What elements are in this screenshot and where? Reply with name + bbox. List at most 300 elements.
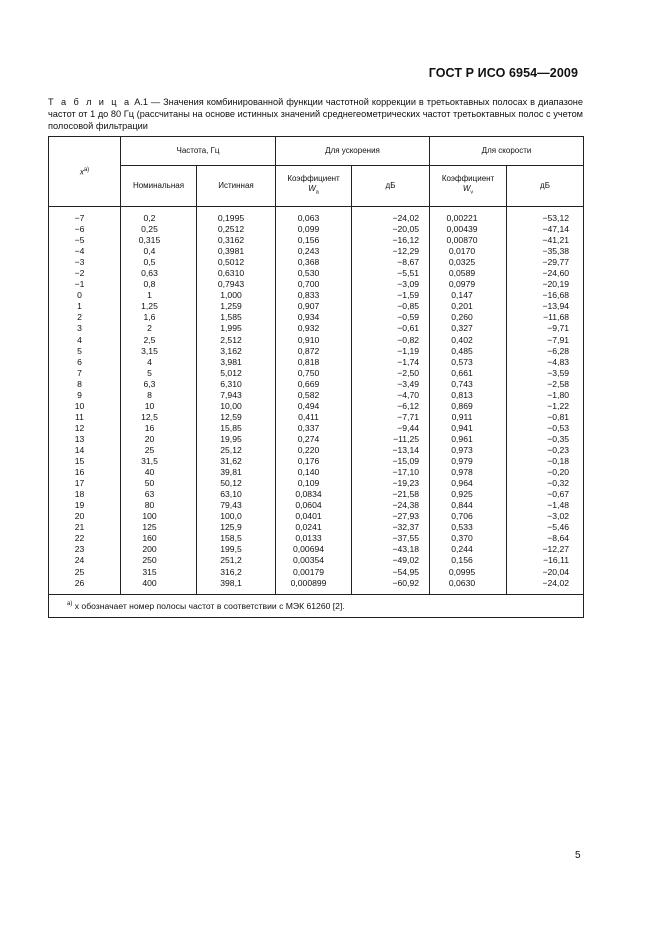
band-number-cell: 5: [49, 346, 121, 357]
header-coef-vel-label: Коэффициент: [441, 174, 495, 184]
true-frequency-cell: 15,85: [197, 423, 276, 434]
true-frequency-cell: 1,000: [197, 290, 276, 301]
accel-coefficient-cell: 0,530: [276, 268, 352, 279]
table-row: [49, 456, 584, 467]
accel-coefficient-cell: 0,0604: [276, 500, 352, 511]
accel-db-cell: −20,05: [352, 224, 430, 235]
footnote: [49, 594, 584, 617]
velocity-coefficient-cell: 0,0979: [430, 279, 507, 290]
true-frequency-cell: 3,162: [197, 346, 276, 357]
table-label: Т а б л и ц а: [48, 97, 132, 107]
velocity-coefficient-cell: 0,869: [430, 401, 507, 412]
header-true: Истинная: [197, 166, 276, 207]
nominal-frequency-cell: 160: [121, 533, 197, 544]
table-row: [49, 357, 584, 368]
true-frequency-cell: 19,95: [197, 434, 276, 445]
band-number-cell: 15: [49, 456, 121, 467]
table-row: [49, 390, 584, 401]
nominal-frequency-cell: 12,5: [121, 412, 197, 423]
velocity-coefficient-cell: 0,964: [430, 478, 507, 489]
velocity-db-cell: −53,12: [507, 207, 584, 225]
accel-db-cell: −8,67: [352, 257, 430, 268]
velocity-db-cell: −1,22: [507, 401, 584, 412]
velocity-coefficient-cell: 0,978: [430, 467, 507, 478]
velocity-coefficient-cell: 0,743: [430, 379, 507, 390]
band-number-cell: 18: [49, 489, 121, 500]
velocity-db-cell: −9,71: [507, 323, 584, 334]
nominal-frequency-cell: 1,6: [121, 312, 197, 323]
header-coef-vel-symbol: W: [462, 184, 471, 194]
header-nominal: Номинальная: [121, 166, 197, 207]
header-x: [49, 137, 121, 207]
accel-coefficient-cell: 0,700: [276, 279, 352, 290]
velocity-coefficient-cell: 0,260: [430, 312, 507, 323]
band-number-cell: 26: [49, 578, 121, 595]
accel-db-cell: −19,23: [352, 478, 430, 489]
true-frequency-cell: 0,6310: [197, 268, 276, 279]
accel-db-cell: −1,74: [352, 357, 430, 368]
table-row: [49, 335, 584, 346]
velocity-db-cell: −20,04: [507, 567, 584, 578]
nominal-frequency-cell: 1,25: [121, 301, 197, 312]
header-coef-vel-sub: v: [470, 189, 474, 196]
band-number-cell: 4: [49, 335, 121, 346]
band-number-cell: −1: [49, 279, 121, 290]
true-frequency-cell: 125,9: [197, 522, 276, 533]
band-number-cell: 24: [49, 555, 121, 566]
velocity-coefficient-cell: 0,00439: [430, 224, 507, 235]
true-frequency-cell: 6,310: [197, 379, 276, 390]
accel-db-cell: −54,95: [352, 567, 430, 578]
nominal-frequency-cell: 0,8: [121, 279, 197, 290]
band-number-cell: 9: [49, 390, 121, 401]
band-number-cell: 22: [49, 533, 121, 544]
accel-db-cell: −6,12: [352, 401, 430, 412]
table-caption: [48, 97, 583, 132]
band-number-cell: 1: [49, 301, 121, 312]
accel-coefficient-cell: 0,411: [276, 412, 352, 423]
table-row: [49, 224, 584, 235]
accel-coefficient-cell: 0,0241: [276, 522, 352, 533]
velocity-db-cell: −24,02: [507, 578, 584, 595]
nominal-frequency-cell: 10: [121, 401, 197, 412]
nominal-frequency-cell: 80: [121, 500, 197, 511]
true-frequency-cell: 1,995: [197, 323, 276, 334]
velocity-coefficient-cell: 0,244: [430, 544, 507, 555]
true-frequency-cell: 251,2: [197, 555, 276, 566]
table-body: [49, 207, 584, 618]
accel-coefficient-cell: 0,243: [276, 246, 352, 257]
velocity-db-cell: −0,18: [507, 456, 584, 467]
true-frequency-cell: 63,10: [197, 489, 276, 500]
table-row: [49, 290, 584, 301]
table-row: [49, 533, 584, 544]
nominal-frequency-cell: 31,5: [121, 456, 197, 467]
velocity-coefficient-cell: 0,661: [430, 368, 507, 379]
nominal-frequency-cell: 16: [121, 423, 197, 434]
nominal-frequency-cell: 20: [121, 434, 197, 445]
velocity-db-cell: −47,14: [507, 224, 584, 235]
velocity-db-cell: −0,32: [507, 478, 584, 489]
footnote-text: x обозначает номер полосы частот в соответствии с МЭК 61260 [2].: [72, 601, 345, 612]
accel-coefficient-cell: 0,0401: [276, 511, 352, 522]
band-number-cell: 19: [49, 500, 121, 511]
accel-db-cell: −21,58: [352, 489, 430, 500]
accel-db-cell: −27,93: [352, 511, 430, 522]
band-number-cell: −7: [49, 207, 121, 225]
nominal-frequency-cell: 0,2: [121, 207, 197, 225]
velocity-db-cell: −5,46: [507, 522, 584, 533]
accel-db-cell: −0,61: [352, 323, 430, 334]
table-row: [49, 301, 584, 312]
nominal-frequency-cell: 0,315: [121, 235, 197, 246]
velocity-db-cell: −29,77: [507, 257, 584, 268]
band-number-cell: 25: [49, 567, 121, 578]
accel-db-cell: −12,29: [352, 246, 430, 257]
band-number-cell: −2: [49, 268, 121, 279]
true-frequency-cell: 158,5: [197, 533, 276, 544]
velocity-db-cell: −0,23: [507, 445, 584, 456]
true-frequency-cell: 7,943: [197, 390, 276, 401]
band-number-cell: 3: [49, 323, 121, 334]
true-frequency-cell: 3,981: [197, 357, 276, 368]
velocity-coefficient-cell: 0,813: [430, 390, 507, 401]
velocity-db-cell: −16,68: [507, 290, 584, 301]
accel-db-cell: −32,37: [352, 522, 430, 533]
accel-db-cell: −2,50: [352, 368, 430, 379]
accel-db-cell: −49,02: [352, 555, 430, 566]
header-row-groups: [49, 137, 584, 166]
nominal-frequency-cell: 6,3: [121, 379, 197, 390]
nominal-frequency-cell: 250: [121, 555, 197, 566]
nominal-frequency-cell: 315: [121, 567, 197, 578]
velocity-coefficient-cell: 0,00221: [430, 207, 507, 225]
table-row: [49, 511, 584, 522]
band-number-cell: 14: [49, 445, 121, 456]
accel-coefficient-cell: 0,494: [276, 401, 352, 412]
band-number-cell: 13: [49, 434, 121, 445]
band-number-cell: 6: [49, 357, 121, 368]
velocity-db-cell: −6,28: [507, 346, 584, 357]
accel-coefficient-cell: 0,0834: [276, 489, 352, 500]
accel-coefficient-cell: 0,934: [276, 312, 352, 323]
table-row: [49, 567, 584, 578]
velocity-coefficient-cell: 0,533: [430, 522, 507, 533]
velocity-coefficient-cell: 0,327: [430, 323, 507, 334]
velocity-db-cell: −1,48: [507, 500, 584, 511]
header-x-symbol: x: [79, 167, 84, 177]
accel-coefficient-cell: 0,140: [276, 467, 352, 478]
table-row: [49, 235, 584, 246]
table-row: [49, 478, 584, 489]
nominal-frequency-cell: 2: [121, 323, 197, 334]
true-frequency-cell: 39,81: [197, 467, 276, 478]
accel-db-cell: −11,25: [352, 434, 430, 445]
true-frequency-cell: 0,5012: [197, 257, 276, 268]
band-number-cell: −4: [49, 246, 121, 257]
velocity-coefficient-cell: 0,0325: [430, 257, 507, 268]
band-number-cell: 17: [49, 478, 121, 489]
accel-db-cell: −3,49: [352, 379, 430, 390]
header-row-columns: [49, 166, 584, 207]
accel-coefficient-cell: 0,910: [276, 335, 352, 346]
velocity-db-cell: −0,53: [507, 423, 584, 434]
header-coef-accel-sub: a: [315, 189, 319, 196]
nominal-frequency-cell: 125: [121, 522, 197, 533]
velocity-db-cell: −0,20: [507, 467, 584, 478]
table-row: [49, 246, 584, 257]
table-row: [49, 401, 584, 412]
velocity-coefficient-cell: 0,485: [430, 346, 507, 357]
band-number-cell: 0: [49, 290, 121, 301]
nominal-frequency-cell: 400: [121, 578, 197, 595]
table-row: [49, 379, 584, 390]
velocity-db-cell: −7,91: [507, 335, 584, 346]
table-row: [49, 257, 584, 268]
velocity-db-cell: −24,60: [507, 268, 584, 279]
true-frequency-cell: 0,2512: [197, 224, 276, 235]
table-row: [49, 445, 584, 456]
velocity-db-cell: −0,81: [507, 412, 584, 423]
accel-db-cell: −24,38: [352, 500, 430, 511]
true-frequency-cell: 5,012: [197, 368, 276, 379]
accel-db-cell: −16,12: [352, 235, 430, 246]
table-row: [49, 268, 584, 279]
table-row: [49, 423, 584, 434]
nominal-frequency-cell: 25: [121, 445, 197, 456]
accel-db-cell: −3,09: [352, 279, 430, 290]
band-number-cell: 7: [49, 368, 121, 379]
nominal-frequency-cell: 0,5: [121, 257, 197, 268]
table-row: [49, 544, 584, 555]
true-frequency-cell: 0,3162: [197, 235, 276, 246]
table-row: [49, 207, 584, 225]
band-number-cell: 10: [49, 401, 121, 412]
velocity-db-cell: −3,02: [507, 511, 584, 522]
accel-coefficient-cell: 0,337: [276, 423, 352, 434]
accel-coefficient-cell: 0,00354: [276, 555, 352, 566]
band-number-cell: 20: [49, 511, 121, 522]
accel-coefficient-cell: 0,582: [276, 390, 352, 401]
table-row: [49, 279, 584, 290]
nominal-frequency-cell: 8: [121, 390, 197, 401]
header-frequency: Частота, Гц: [121, 137, 276, 166]
accel-db-cell: −0,85: [352, 301, 430, 312]
table-row: [49, 412, 584, 423]
accel-coefficient-cell: 0,099: [276, 224, 352, 235]
accel-coefficient-cell: 0,109: [276, 478, 352, 489]
table-caption-text: А.1 — Значения комбинированной функции частотной коррекции в третьоктавных полосах в диапазоне частот от 1 до 80 Гц (рассчитаны на основе истинных значений среднегеометрических частот третьоктавных полос с учетом полосовой фильтрации: [48, 97, 583, 131]
accel-db-cell: −0,59: [352, 312, 430, 323]
velocity-db-cell: −20,19: [507, 279, 584, 290]
velocity-coefficient-cell: 0,573: [430, 357, 507, 368]
accel-coefficient-cell: 0,00179: [276, 567, 352, 578]
velocity-coefficient-cell: 0,00870: [430, 235, 507, 246]
accel-coefficient-cell: 0,750: [276, 368, 352, 379]
nominal-frequency-cell: 0,25: [121, 224, 197, 235]
velocity-coefficient-cell: 0,201: [430, 301, 507, 312]
velocity-db-cell: −4,83: [507, 357, 584, 368]
velocity-coefficient-cell: 0,156: [430, 555, 507, 566]
band-number-cell: 12: [49, 423, 121, 434]
accel-coefficient-cell: 0,000899: [276, 578, 352, 595]
band-number-cell: 16: [49, 467, 121, 478]
nominal-frequency-cell: 3,15: [121, 346, 197, 357]
nominal-frequency-cell: 50: [121, 478, 197, 489]
true-frequency-cell: 0,3981: [197, 246, 276, 257]
accel-coefficient-cell: 0,932: [276, 323, 352, 334]
page-number: 5: [575, 850, 581, 861]
accel-coefficient-cell: 0,156: [276, 235, 352, 246]
band-number-cell: 21: [49, 522, 121, 533]
velocity-coefficient-cell: 0,0170: [430, 246, 507, 257]
velocity-coefficient-cell: 0,0995: [430, 567, 507, 578]
table-row: [49, 346, 584, 357]
true-frequency-cell: 79,43: [197, 500, 276, 511]
nominal-frequency-cell: 40: [121, 467, 197, 478]
true-frequency-cell: 316,2: [197, 567, 276, 578]
accel-coefficient-cell: 0,00694: [276, 544, 352, 555]
accel-coefficient-cell: 0,833: [276, 290, 352, 301]
header-velocity: Для скорости: [430, 137, 584, 166]
band-number-cell: −6: [49, 224, 121, 235]
accel-coefficient-cell: 0,0133: [276, 533, 352, 544]
velocity-coefficient-cell: 0,706: [430, 511, 507, 522]
accel-db-cell: −13,14: [352, 445, 430, 456]
nominal-frequency-cell: 100: [121, 511, 197, 522]
velocity-db-cell: −0,67: [507, 489, 584, 500]
velocity-db-cell: −8,64: [507, 533, 584, 544]
header-coef-accel-symbol: W: [308, 184, 316, 194]
accel-db-cell: −1,19: [352, 346, 430, 357]
velocity-coefficient-cell: 0,0589: [430, 268, 507, 279]
accel-coefficient-cell: 0,669: [276, 379, 352, 390]
accel-db-cell: −17,10: [352, 467, 430, 478]
accel-db-cell: −60,92: [352, 578, 430, 595]
table-row: [49, 312, 584, 323]
nominal-frequency-cell: 2,5: [121, 335, 197, 346]
true-frequency-cell: 0,7943: [197, 279, 276, 290]
velocity-coefficient-cell: 0,0630: [430, 578, 507, 595]
true-frequency-cell: 199,5: [197, 544, 276, 555]
table-row: [49, 323, 584, 334]
table-row: [49, 467, 584, 478]
table-row: [49, 434, 584, 445]
header-acceleration: Для ускорения: [276, 137, 430, 166]
header-db-vel: дБ: [507, 166, 584, 207]
nominal-frequency-cell: 0,4: [121, 246, 197, 257]
accel-db-cell: −4,70: [352, 390, 430, 401]
true-frequency-cell: 50,12: [197, 478, 276, 489]
velocity-coefficient-cell: 0,147: [430, 290, 507, 301]
velocity-coefficient-cell: 0,370: [430, 533, 507, 544]
accel-db-cell: −9,44: [352, 423, 430, 434]
velocity-db-cell: −16,11: [507, 555, 584, 566]
table-row: [49, 489, 584, 500]
band-number-cell: 8: [49, 379, 121, 390]
true-frequency-cell: 25,12: [197, 445, 276, 456]
velocity-db-cell: −0,35: [507, 434, 584, 445]
true-frequency-cell: 10,00: [197, 401, 276, 412]
standard-designation: ГОСТ Р ИСО 6954—2009: [428, 66, 578, 80]
true-frequency-cell: 0,1995: [197, 207, 276, 225]
header-db-accel: дБ: [352, 166, 430, 207]
table-row: [49, 368, 584, 379]
header-x-footnote-mark: а): [83, 167, 90, 174]
velocity-db-cell: −13,94: [507, 301, 584, 312]
accel-coefficient-cell: 0,872: [276, 346, 352, 357]
weighting-table: [48, 136, 584, 618]
band-number-cell: −3: [49, 257, 121, 268]
true-frequency-cell: 398,1: [197, 578, 276, 595]
table-row: [49, 522, 584, 533]
accel-coefficient-cell: 0,274: [276, 434, 352, 445]
accel-db-cell: −37,55: [352, 533, 430, 544]
accel-coefficient-cell: 0,176: [276, 456, 352, 467]
band-number-cell: 11: [49, 412, 121, 423]
velocity-db-cell: −41,21: [507, 235, 584, 246]
accel-db-cell: −7,71: [352, 412, 430, 423]
velocity-coefficient-cell: 0,844: [430, 500, 507, 511]
accel-coefficient-cell: 0,368: [276, 257, 352, 268]
true-frequency-cell: 12,59: [197, 412, 276, 423]
accel-coefficient-cell: 0,220: [276, 445, 352, 456]
velocity-coefficient-cell: 0,925: [430, 489, 507, 500]
true-frequency-cell: 31,62: [197, 456, 276, 467]
velocity-coefficient-cell: 0,961: [430, 434, 507, 445]
velocity-db-cell: −3,59: [507, 368, 584, 379]
velocity-db-cell: −12,27: [507, 544, 584, 555]
velocity-coefficient-cell: 0,911: [430, 412, 507, 423]
header-coef-accel-label: Коэффициент: [287, 174, 340, 184]
accel-db-cell: −5,51: [352, 268, 430, 279]
true-frequency-cell: 100,0: [197, 511, 276, 522]
band-number-cell: −5: [49, 235, 121, 246]
true-frequency-cell: 2,512: [197, 335, 276, 346]
velocity-coefficient-cell: 0,979: [430, 456, 507, 467]
true-frequency-cell: 1,259: [197, 301, 276, 312]
velocity-coefficient-cell: 0,973: [430, 445, 507, 456]
velocity-db-cell: −35,38: [507, 246, 584, 257]
velocity-db-cell: −11,68: [507, 312, 584, 323]
accel-db-cell: −15,09: [352, 456, 430, 467]
band-number-cell: 23: [49, 544, 121, 555]
nominal-frequency-cell: 1: [121, 290, 197, 301]
accel-db-cell: −1,59: [352, 290, 430, 301]
header-coef-vel: [430, 166, 507, 207]
footnote-mark: а): [67, 601, 73, 608]
velocity-coefficient-cell: 0,941: [430, 423, 507, 434]
velocity-db-cell: −2,58: [507, 379, 584, 390]
table-row: [49, 500, 584, 511]
accel-coefficient-cell: 0,063: [276, 207, 352, 225]
velocity-coefficient-cell: 0,402: [430, 335, 507, 346]
true-frequency-cell: 1,585: [197, 312, 276, 323]
accel-db-cell: −24,02: [352, 207, 430, 225]
table-row: [49, 555, 584, 566]
table-row: [49, 578, 584, 595]
accel-coefficient-cell: 0,818: [276, 357, 352, 368]
band-number-cell: 2: [49, 312, 121, 323]
nominal-frequency-cell: 4: [121, 357, 197, 368]
accel-db-cell: −0,82: [352, 335, 430, 346]
accel-coefficient-cell: 0,907: [276, 301, 352, 312]
accel-db-cell: −43,18: [352, 544, 430, 555]
nominal-frequency-cell: 200: [121, 544, 197, 555]
nominal-frequency-cell: 0,63: [121, 268, 197, 279]
nominal-frequency-cell: 63: [121, 489, 197, 500]
header-coef-accel: [276, 166, 352, 207]
